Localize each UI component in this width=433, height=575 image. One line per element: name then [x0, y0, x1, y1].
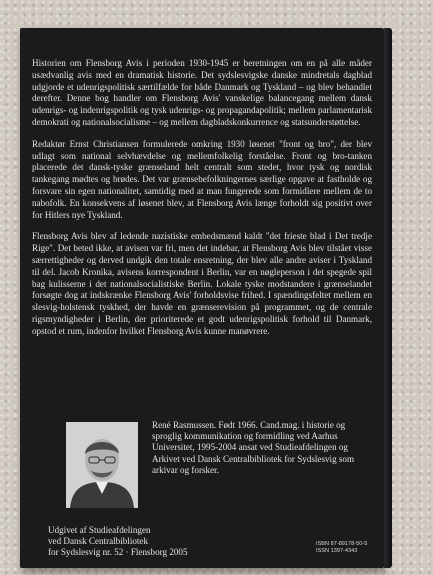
book-spine-edge [384, 28, 392, 568]
isbn-block [316, 541, 367, 555]
book-back-cover [20, 28, 384, 568]
blurb-text [32, 58, 372, 348]
publisher-info [48, 525, 248, 559]
blurb-paragraph-2: Redaktør Ernst Christiansen formulerede omkring 1930 løsenet "front og bro", der blev udlagt som national selvhævdelse og mellemfolkelig forståelse. Front og bro-tanken placerede det dansk-tyske grænseland helt centralt som stedet, hvor tysk og nordisk tankegang mødtes og brødes. Det var grænsebefolkningernes særlige opgave at fastholde og forsvare sin egen nationalitet, samtidig med at man fungerede som formidlere mellem de to nabofolk. En konsekvens af løsenet blev, at Flensborg Avis længe forholdt sig positivt over for Hitlers nye Tyskland. [32, 138, 372, 220]
author-photo-drawing [66, 422, 138, 508]
publisher-line-3: for Sydslesvig nr. 52 · Flensborg 2005 [48, 547, 188, 558]
publisher-line-2: ved Dansk Centralbibliotek [48, 536, 149, 547]
author-portrait [66, 422, 138, 508]
author-bio: René Rasmussen. Født 1966. Cand.mag. i historie og sproglig kommunikation og formidling ved Aarhus Universitet, 1995-2004 ansat ved Studieafdelingen og Arkivet ved Dansk Centralbibliotek for Sydslesvig som arkivar og forsker. [152, 420, 355, 475]
issn-number: ISSN 1397-4343 [316, 548, 358, 554]
blurb-paragraph-3: Flensborg Avis blev af ledende nazistiske embedsmænd kaldt "det frieste blad i Det tredje Rige". Det beted ikke, at avisen var fri, men det indebar, at Flensborg Avis blev tilstået visse særrettigheder og derved undgik den totale ensretning, der blev alle andre aviser i Tyskland til del. Jacob Kronika, avisens korrespondent i Berlin, var en nøgleperson i det spegede spil bag kulisserne i det nationalsocialistiske Berlin. Lokale tyske modstandere i grænselandet forsøgte dog at indskrænke Flensborg Avis' forholdsvise frihed. I spændingsfeltet mellem en slesvig-holstensk tyskhed, der havde en grænserevision på programmet, og de centrale rigsmyndigheder i Berlin, der prioriterede et godt udenrigspolitisk forhold til Danmark, opstod et rum, indenfor hvilket Flensborg Avis kunne manøvrere. [32, 231, 372, 336]
isbn-number: ISBN 87-89178-50-5 [316, 541, 368, 547]
blurb-paragraph-1: Historien om Flensborg Avis i perioden 1930-1945 er beretningen om en på alle måder usædvanlig avis med en dramatisk historie. Det sydslesvigske danske mindretals dagblad udgjorde et udenrigspolitisk særtilfælde for både Danmark og Tyskland – og blev behandlet derefter. Denne bog handler om Flensborg Avis' vanskelige balancegang mellem dansk udenrigs- og indenrigspolitik og tysk udenrigs- og propagandapolitik; mellem parlamentarisk demokrati og nationalsocialisme – og mellem dagbladskonkurrence og statsunderstøttelse. [32, 58, 372, 127]
publisher-line-1: Udgivet af Studieafdelingen [48, 525, 151, 535]
